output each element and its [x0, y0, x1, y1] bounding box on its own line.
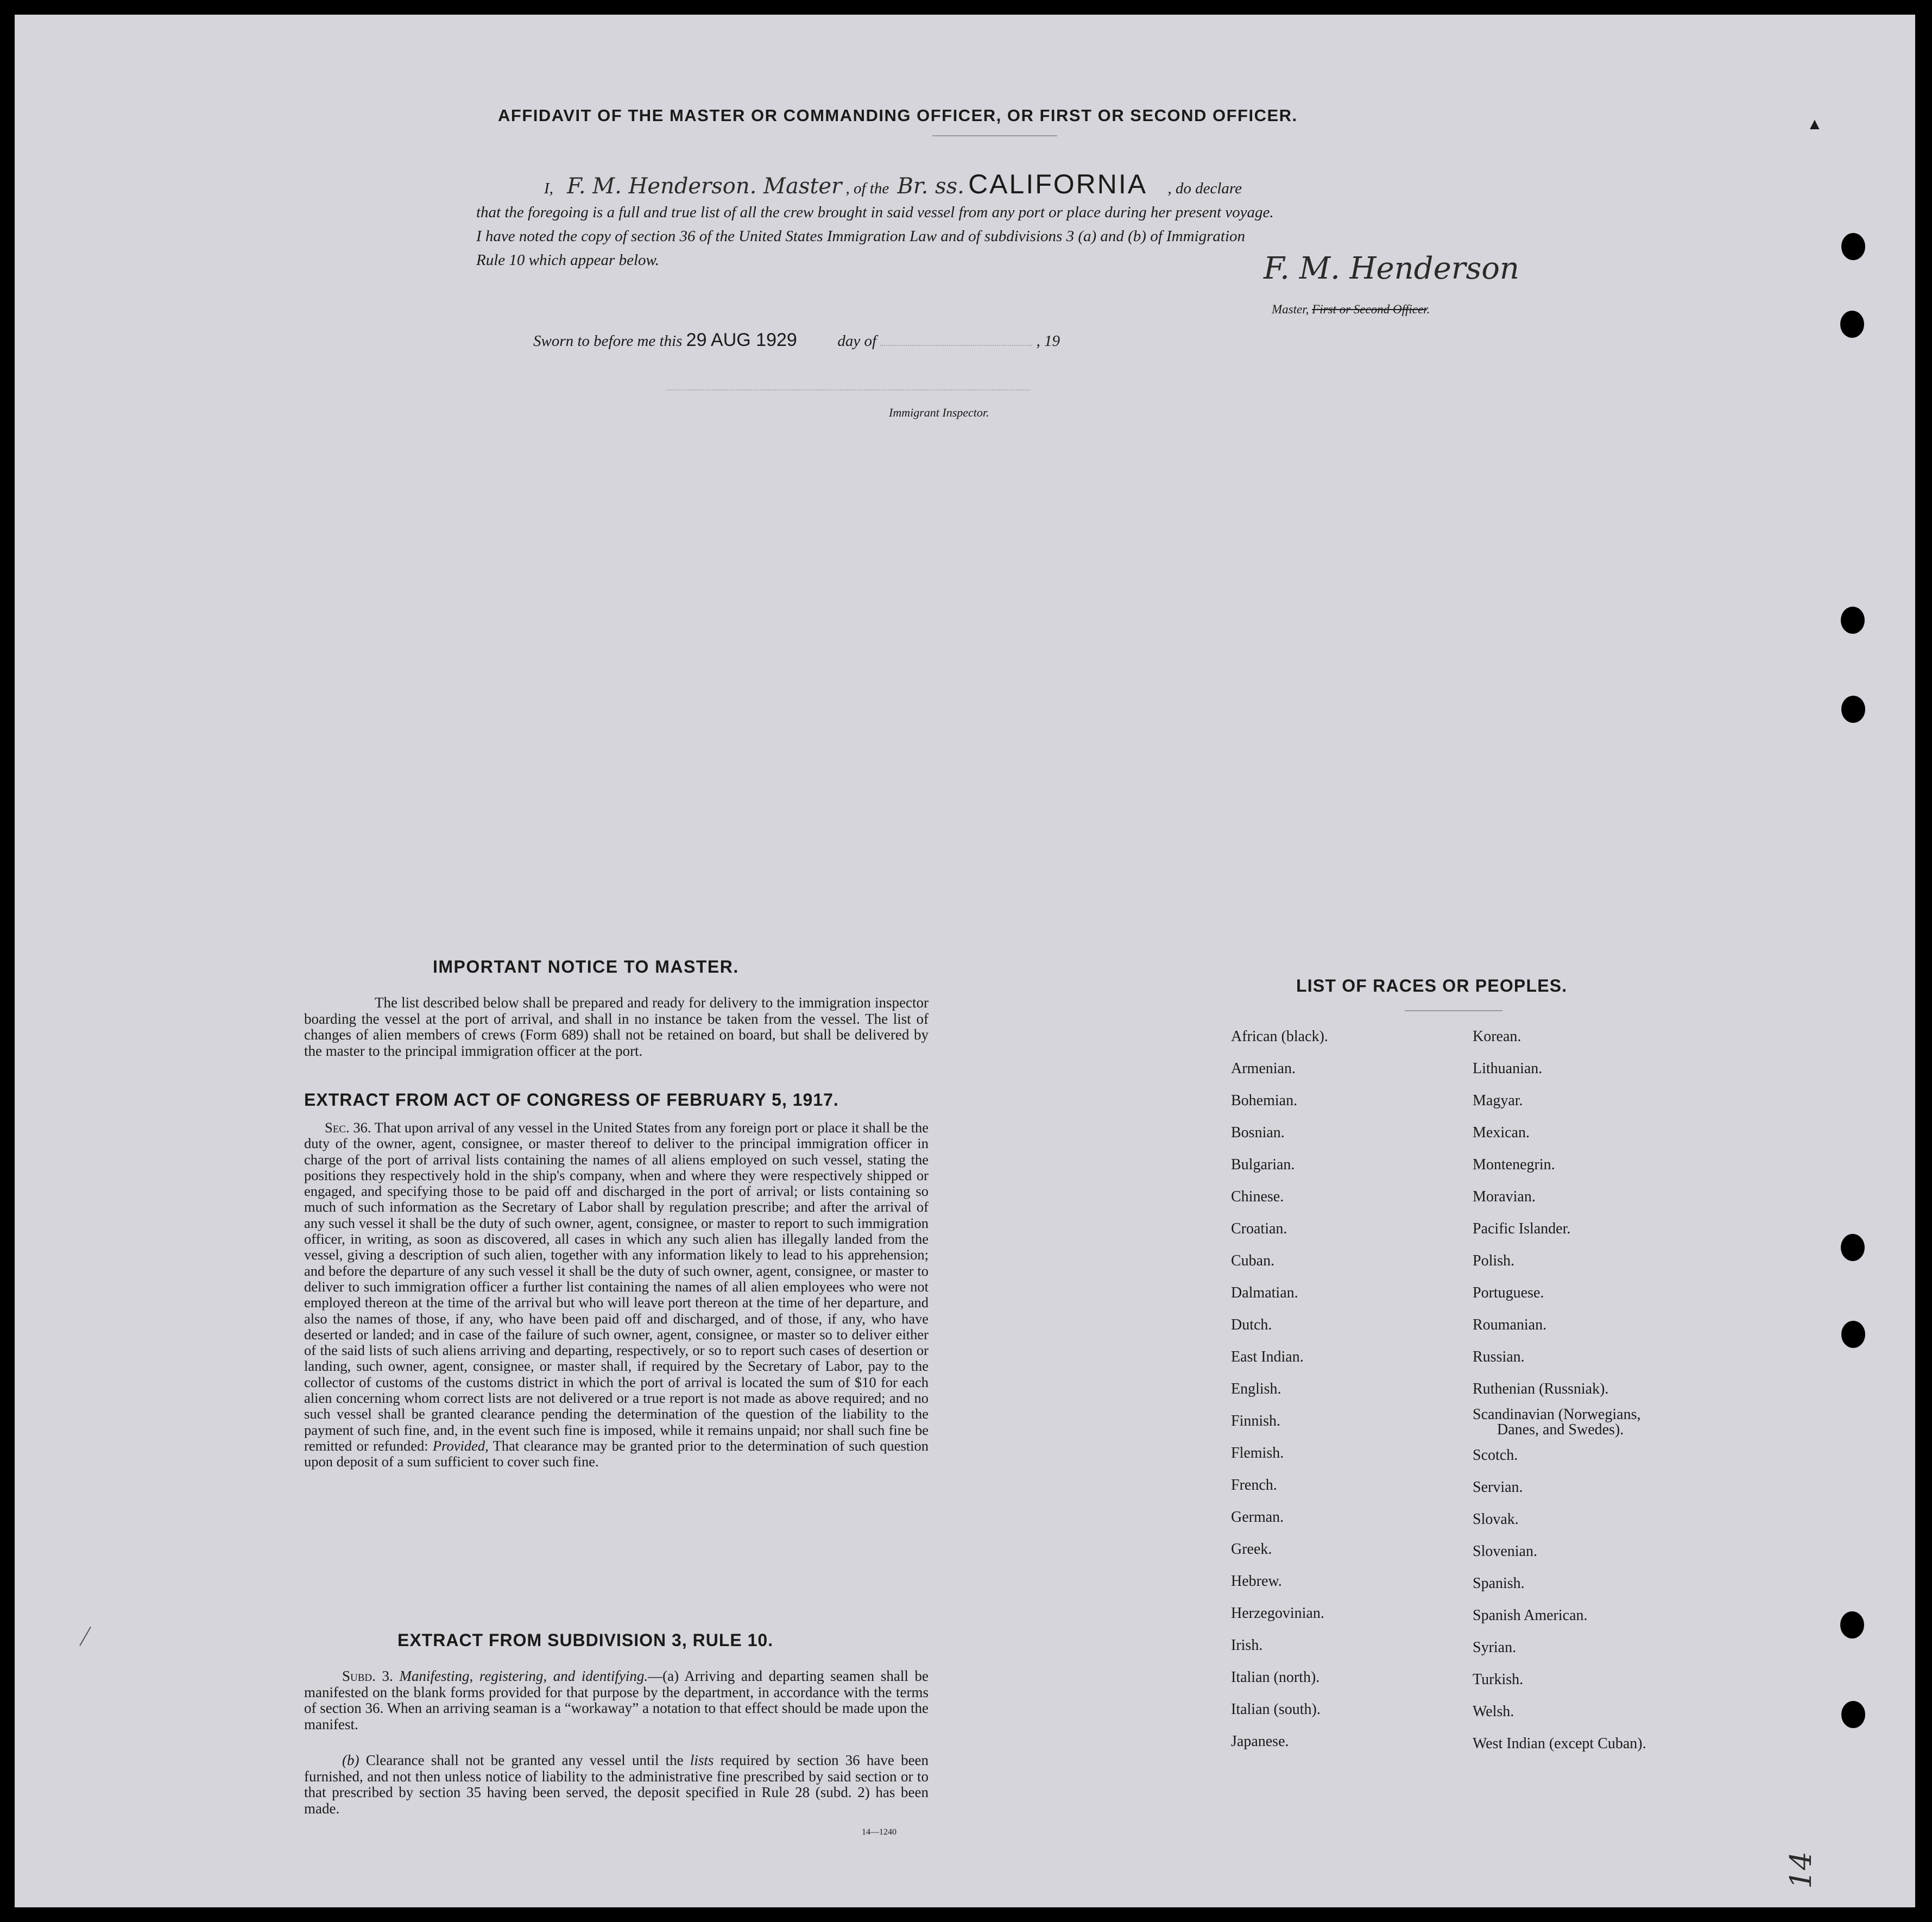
race-item: Bulgarian. [1231, 1156, 1295, 1173]
do-declare-label: , do declare [1167, 180, 1242, 197]
race-item: Flemish. [1231, 1445, 1284, 1461]
race-item: Japanese. [1231, 1733, 1289, 1750]
race-item: Scandinavian (Norwegians, [1473, 1406, 1641, 1423]
vessel-name-stamp: CALIFORNIA [968, 169, 1148, 199]
race-item: Bosnian. [1231, 1124, 1285, 1141]
form-number: 14—1240 [862, 1828, 896, 1837]
sec36-tail: That clearance may be granted prior to the determination of such question upon deposit of a sum sufficient to cover such fine. [304, 1437, 929, 1470]
stray-mark [79, 1627, 91, 1646]
race-item: English. [1231, 1381, 1281, 1397]
declaration-line-3: I have noted the copy of section 36 of the United States Immigration Law and of subdivisions 3 (a) and (b) of Immigration [476, 228, 1246, 245]
races-left-column [1231, 1020, 1328, 1757]
race-item: Syrian. [1473, 1639, 1517, 1656]
race-item: Irish. [1231, 1637, 1263, 1654]
race-item: French. [1231, 1477, 1277, 1494]
sig-caption-end: . [1426, 303, 1430, 316]
document-page [15, 15, 1915, 1907]
race-item: Welsh. [1473, 1703, 1514, 1720]
races-right-column [1473, 1020, 1646, 1760]
punch-hole [1841, 1701, 1865, 1728]
race-item: Italian (north). [1231, 1669, 1320, 1686]
subd-a-text: —(a) Arriving and departing seamen shall be manifested on the blank forms provided for that purpose by the department, in accordance with the terms of section 36. When an arriving seaman is a “workaway” a notation to that effect should be made upon the manifest. [304, 1668, 929, 1732]
sig-caption-struck: First or Second Officer [1312, 303, 1427, 316]
date-stamp: 29 AUG 1929 [686, 330, 797, 350]
races-title-rule [1405, 1010, 1502, 1011]
race-item: Dutch. [1231, 1316, 1272, 1333]
race-item: Hebrew. [1231, 1573, 1282, 1590]
race-item: Slovenian. [1473, 1543, 1537, 1560]
notice-title: IMPORTANT NOTICE TO MASTER. [433, 957, 739, 976]
declaration-line-2: that the foregoing is a full and true list of all the crew brought in said vessel from any port or place during her present voyage. [476, 204, 1274, 221]
i-label: I, [544, 180, 553, 197]
race-item: Spanish. [1473, 1575, 1525, 1592]
race-item: African (black). [1231, 1028, 1328, 1045]
race-item: Croatian. [1231, 1220, 1287, 1237]
race-item-scandinavian [1473, 1405, 1646, 1439]
race-item: Servian. [1473, 1479, 1523, 1496]
race-item: Cuban. [1231, 1252, 1275, 1269]
race-item: Mexican. [1473, 1124, 1530, 1141]
day-of-label: day of [837, 332, 877, 350]
subdivision-3b-text [304, 1753, 929, 1817]
inspector-signature-line [666, 389, 1030, 390]
sworn-line [533, 330, 1060, 351]
punch-hole [1840, 311, 1864, 338]
race-item: Italian (south). [1231, 1701, 1321, 1718]
race-item: Armenian. [1231, 1060, 1296, 1077]
race-item: Dalmatian. [1231, 1284, 1298, 1301]
subd-label: Subd. 3. [342, 1668, 393, 1684]
punch-hole [1840, 1611, 1864, 1639]
race-item: Herzegovinian. [1231, 1605, 1324, 1622]
race-item: Scotch. [1473, 1447, 1518, 1464]
inspector-caption: Immigrant Inspector. [889, 406, 989, 419]
subd-b-pre: Clearance shall not be granted any vessel until the [365, 1752, 684, 1768]
subd-heading: Manifesting, registering, and identifying. [399, 1668, 648, 1684]
race-item: Chinese. [1231, 1188, 1284, 1205]
race-item: Finnish. [1231, 1413, 1281, 1429]
race-item: Korean. [1473, 1028, 1521, 1045]
race-item: German. [1231, 1509, 1284, 1526]
race-item: Roumanian. [1473, 1316, 1547, 1333]
punch-hole [1841, 1321, 1865, 1348]
subd-b-post: required by section 36 have been furnished, and not then unless notice of liability to the administrative fine prescribed by said section or to that prescribed by section 35 having been served, the deposit specified in Rule 28 (subd. 2) has been made. [304, 1752, 929, 1817]
title-rule [932, 135, 1057, 136]
sec36-label: Sec. 36. [325, 1119, 371, 1136]
margin-handwritten-mark: 14 [1783, 1851, 1818, 1889]
of-the-label: , of the [845, 180, 889, 197]
extract-rule-title: EXTRACT FROM SUBDIVISION 3, RULE 10. [397, 1630, 774, 1650]
race-item: Moravian. [1473, 1188, 1536, 1205]
race-item-continuation: Danes, and Swedes). [1497, 1421, 1624, 1438]
extract-act-title: EXTRACT FROM ACT OF CONGRESS OF FEBRUARY 5, 1917. [304, 1090, 839, 1110]
section-36-text [304, 1120, 929, 1470]
master-name-handwritten: F. M. Henderson. Master [567, 174, 842, 199]
punch-hole [1841, 607, 1865, 634]
declaration-line-4: Rule 10 which appear below. [476, 251, 659, 269]
race-item: Greek. [1231, 1541, 1272, 1558]
race-item: Spanish American. [1473, 1607, 1588, 1624]
race-item: Montenegrin. [1473, 1156, 1555, 1173]
sig-caption-master: Master, [1272, 303, 1309, 316]
year-prefix: , 19 [1036, 332, 1060, 350]
race-item: Polish. [1473, 1252, 1515, 1269]
subd-b-label: (b) [342, 1752, 359, 1768]
declaration-line-1 [476, 169, 1519, 200]
sworn-label: Sworn to before me this [533, 332, 683, 350]
corner-mark-icon: ▲ [1807, 115, 1823, 133]
signature-caption [1272, 303, 1430, 317]
punch-hole [1841, 233, 1865, 260]
master-signature: F. M. Henderson [1264, 251, 1519, 286]
punch-hole [1841, 1234, 1865, 1261]
race-item: West Indian (except Cuban). [1473, 1735, 1646, 1752]
subdivision-3a-text [304, 1668, 929, 1732]
vessel-prefix-handwritten: Br. ss. [897, 174, 964, 199]
race-item: Ruthenian (Russniak). [1473, 1381, 1609, 1397]
race-item: Bohemian. [1231, 1092, 1298, 1109]
race-item: Turkish. [1473, 1671, 1524, 1688]
subd-b-lists: lists [690, 1752, 714, 1768]
race-item: Slovak. [1473, 1511, 1519, 1528]
race-item: East Indian. [1231, 1348, 1304, 1365]
race-item: Pacific Islander. [1473, 1220, 1571, 1237]
punch-hole [1841, 696, 1865, 723]
race-item: Lithuanian. [1473, 1060, 1543, 1077]
affidavit-title: AFFIDAVIT OF THE MASTER OR COMMANDING OFFICER, OR FIRST OR SECOND OFFICER. [498, 106, 1298, 125]
sec36-body: That upon arrival of any vessel in the United States from any foreign port or place it shall be the duty of the owner, agent, consignee, or master thereof to deliver to the principal immigration officer in charge of the port of arrival lists containing the names of all aliens employed on such vessel, stating the positions they respectively hold in the ship's company, when and where they were respectively shipped or engaged, and specifying those to be paid off and discharged in the port of arrival; or lists containing so much of such information as the Secretary of Labor shall by regulation prescribe; and after the arrival of any such vessel it shall be the duty of such owner, agent, consignee, or master to report to such immigration officer, in writing, as soon as discovered, all cases in which any such alien has illegally landed from the vessel, giving a description of such alien, together with any information likely to lead to his apprehension; and before the departure of any such vessel it shall be the duty of such owner, agent, consignee, or master to deliver to such immigration officer a further list containing the names of all alien employees who were not employed thereon at the time of the arrival but who will leave port thereon at the time of her departure, and also the names of those, if any, who have been paid off and discharged, and of those, if any, who have deserted or landed; and in case of the failure of such owner, agent, consignee, or master so to deliver either of the said lists of such aliens arriving and departing, respectively, or so to report such cases of desertion or landing, such owner, agent, consignee, or master shall, if required by the Secretary of Labor, pay to the collector of customs of the customs district in which the port of arrival is located the sum of $10 for each alien concerning whom correct lists are not delivered or a true report is not made as above required; and no such vessel shall be granted clearance pending the determination of the question of the liability to the payment of such fine, and, in the event such fine is imposed, while it remains unpaid; nor shall such fine be remitted or refunded: [304, 1119, 929, 1454]
race-item: Portuguese. [1473, 1284, 1544, 1301]
race-item: Russian. [1473, 1348, 1525, 1365]
races-title: LIST OF RACES OR PEOPLES. [1296, 976, 1568, 995]
notice-body: The list described below shall be prepared and ready for delivery to the immigration inspector boarding the vessel at the port of arrival, and shall in no instance be taken from the vessel. The list of changes of alien members of crews (Form 689) shall not be retained on board, but shall be delivered by the master to the principal immigration officer at the port. [304, 994, 929, 1059]
race-item: Magyar. [1473, 1092, 1523, 1109]
sec36-provided: Provided, [432, 1437, 489, 1454]
